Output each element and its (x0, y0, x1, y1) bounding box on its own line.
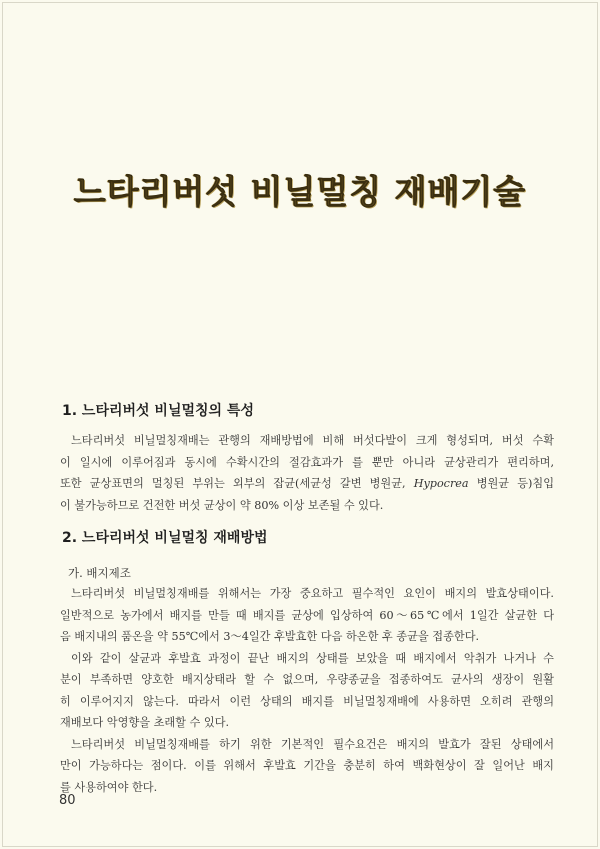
page-number: 80 (59, 793, 76, 808)
section1-paragraph (60, 430, 554, 516)
paragraph-line: 느타리버섯 비닐멀칭재배는 관행의 재배방법에 비해 버섯다발이 크게 형성되며, 버섯 수확 (71, 434, 554, 447)
paragraph-line: 느타리버섯 비닐멀칭재배를 하기 위한 기본적인 필수요건은 배지의 발효가 잘된 상태에서 (71, 737, 554, 751)
section-heading-methods: 2. 느타리버섯 비닐멀칭 재배방법 (62, 530, 268, 546)
paragraph-line: 음 배지내의 품온을 약 55℃에서 3～4일간 후발효한 다음 하온한 후 종균을 접종한다. (60, 630, 480, 643)
paragraph-line: 재배보다 악영향을 초래할 수 있다. (60, 716, 230, 729)
paragraph-line (60, 473, 554, 495)
paragraph-line: 일반적으로 농가에서 배지를 만들 때 배지를 균상에 입상하여 60～65℃에서 1일간 살균한 다 (60, 608, 554, 622)
line-text-tail: 병원균 등)침입 (468, 477, 554, 490)
paragraph-line: 이 일시에 이루어짐과 동시에 수확시간의 절감효과가 를 뿐만 아니라 균상관리가 편리하며, (60, 455, 554, 469)
italic-term: Hypocrea (413, 477, 469, 490)
line-text: 또한 균상표면의 멀칭된 부위는 외부의 잡균(세균성 갈변 병원균, (60, 477, 414, 490)
paragraph-line: 느타리버섯 비닐멀칭재배를 위해서는 가장 중요하고 필수적인 요인이 배지의 발효상태이다. (71, 587, 554, 600)
paragraph-line: 이와 같이 살균과 후발효 과정이 끝난 배지의 상태를 보았을 때 배지에서 악취가 나거나 수 (71, 651, 554, 665)
paragraph-line: 히 이루어지지 않는다. 따라서 이런 상태의 배지를 비닐멀칭재배에 사용하면 오히려 관행의 (60, 694, 554, 708)
paragraph-line: 만이 가능하다는 점이다. 이를 위해서 후발효 기간을 충분히 하여 백화현상이 잘 일어난 배지 (60, 759, 554, 772)
paragraph-line: 분이 부족하면 양호한 배지상태라 할 수 없으며, 우량종균을 접종하여도 균사의 생장이 원활 (60, 673, 554, 686)
paragraph-line: 를 사용하여야 한다. (60, 780, 158, 794)
subheading-medium-preparation: 가. 배지제조 (68, 566, 131, 580)
paragraph-line: 이 불가능하므로 건전한 버섯 균상이 약 80% 이상 보존될 수 있다. (60, 498, 384, 512)
page-title: 느타리버섯 비닐멀칭 재배기술 (73, 172, 527, 211)
section-heading-characteristics: 1. 느타리버섯 비닐멀칭의 특성 (62, 403, 254, 419)
section2-paragraph (60, 583, 554, 798)
